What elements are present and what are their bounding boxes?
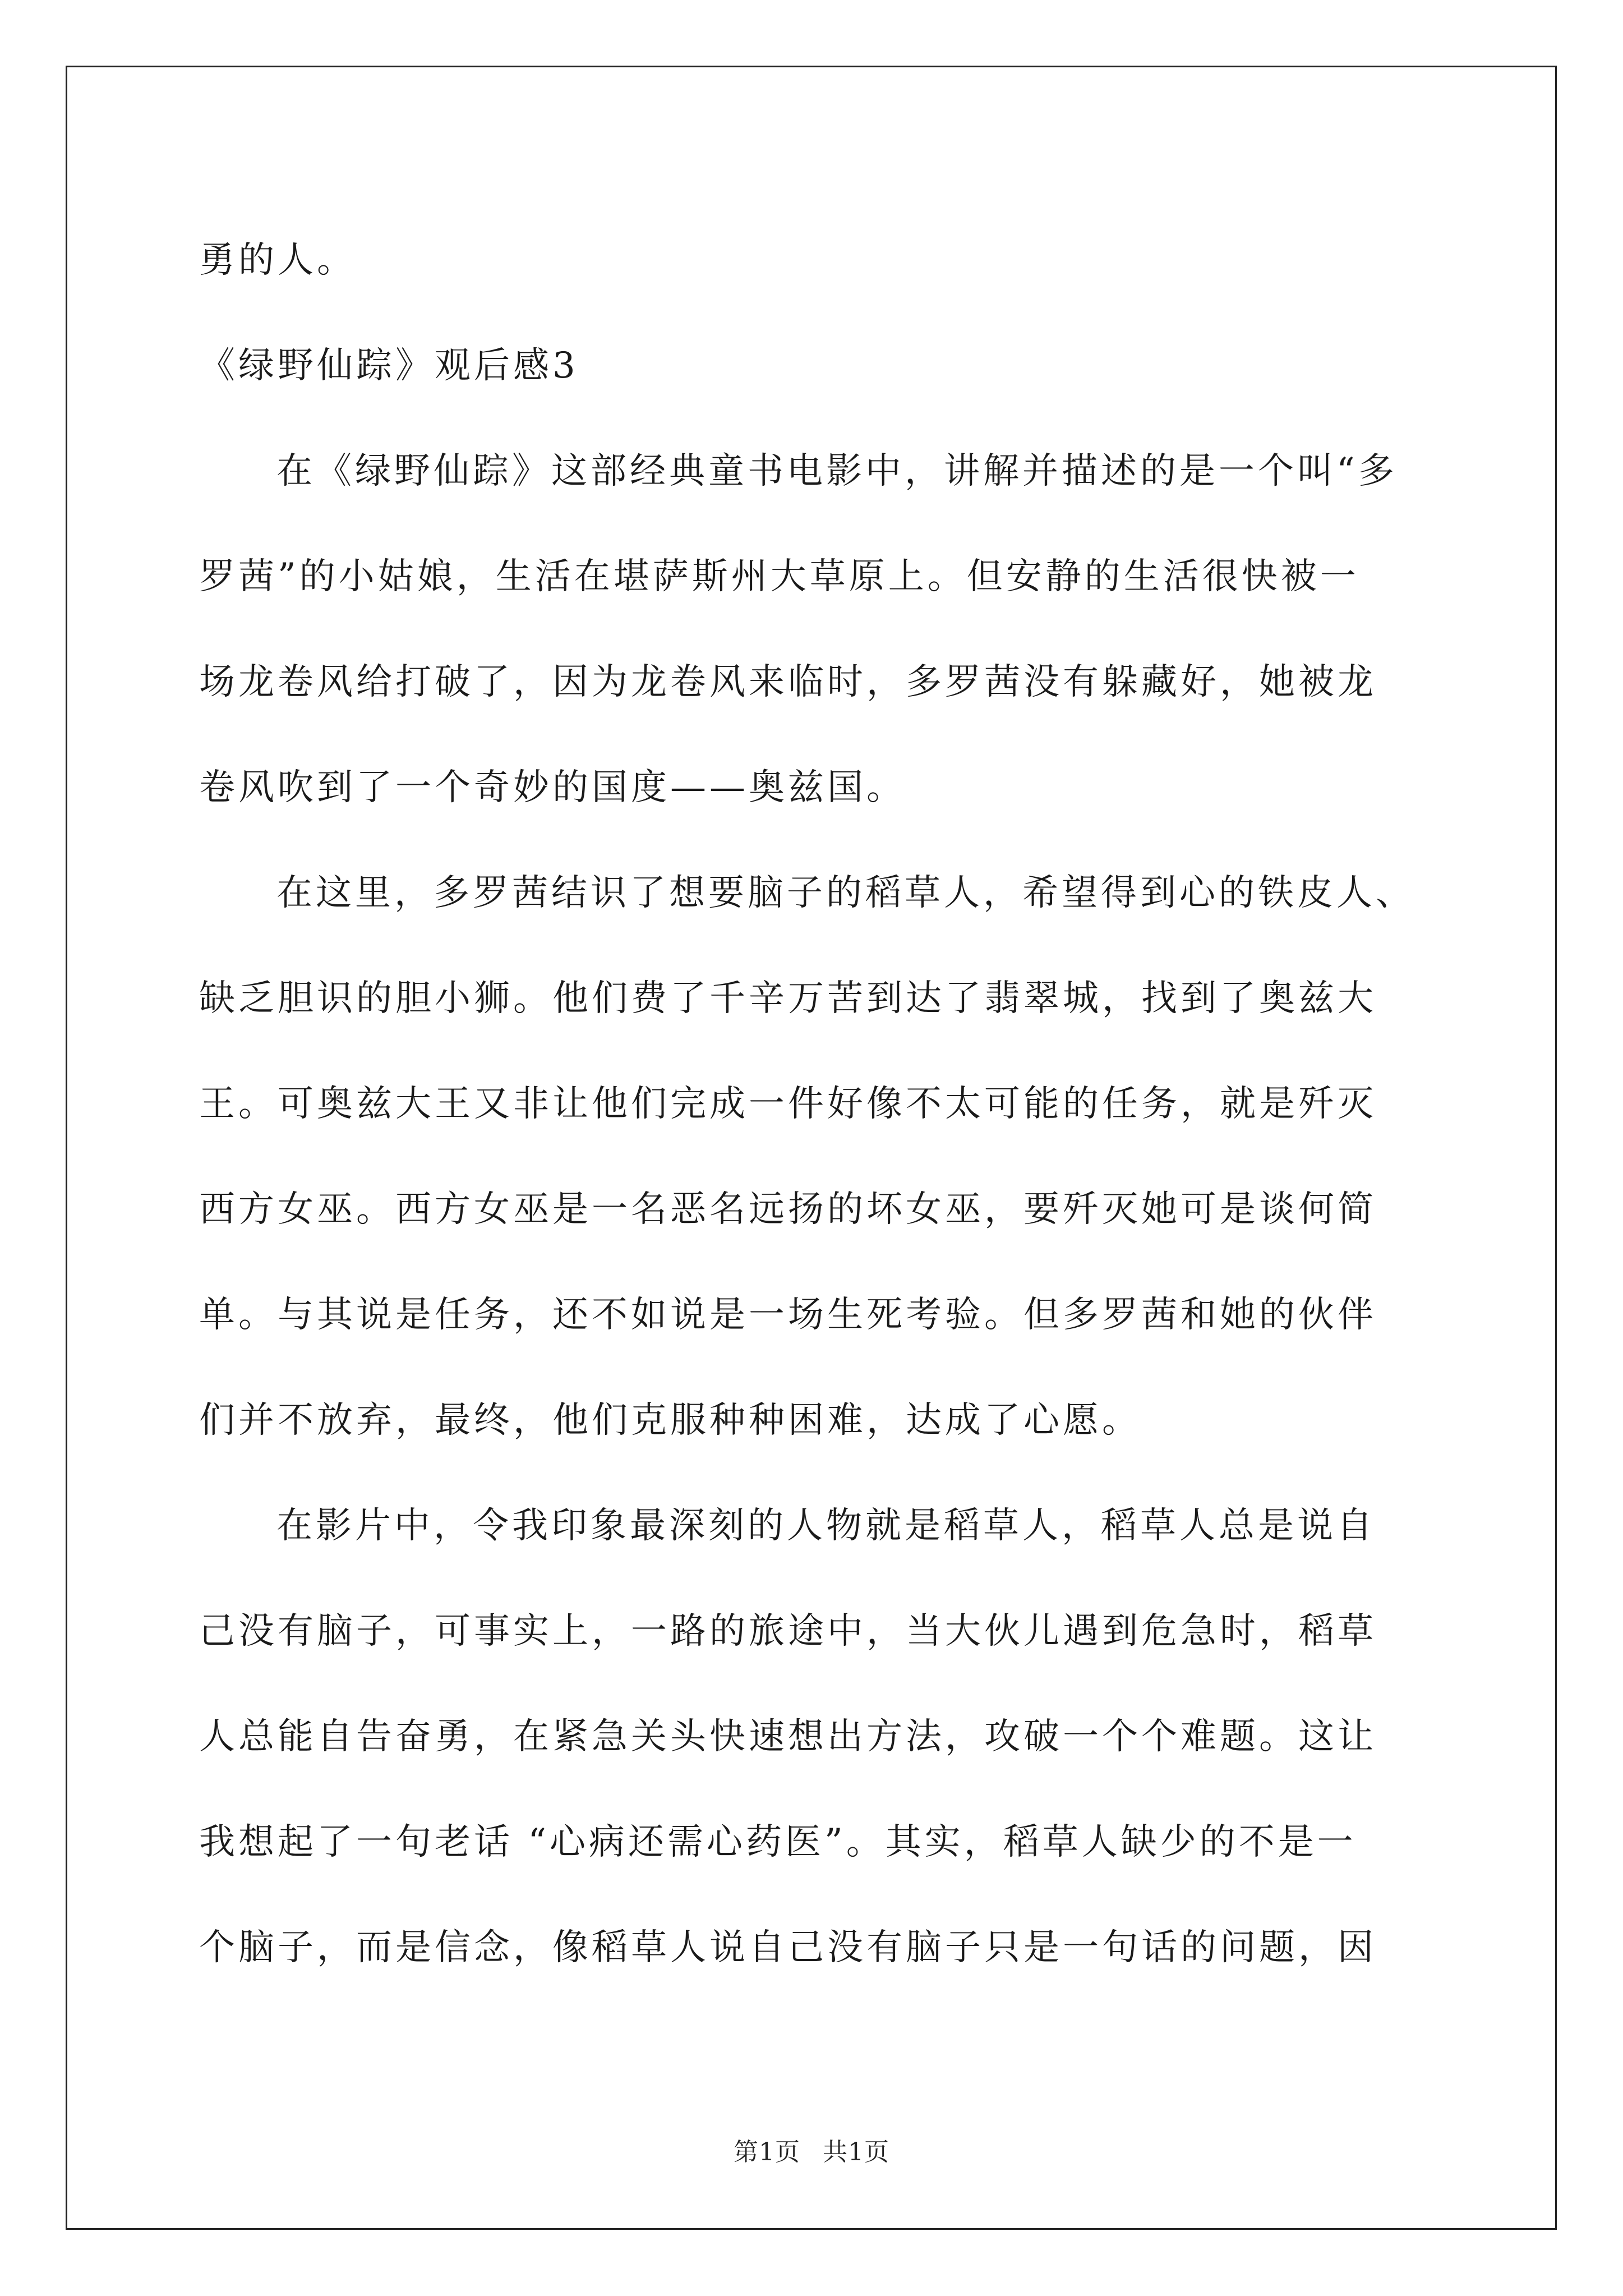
text-line: 单。与其说是任务，还不如说是一场生死考验。但多罗茜和她的伙伴 [199,1294,1377,1336]
text-line: 们并不放弃，最终，他们克服种种困难，达成了心愿。 [199,1400,1141,1441]
text-line: 个脑子，而是信念，像稻草人说自己没有脑子只是一句话的问题，因 [199,1927,1377,1968]
text-line: 王。可奥兹大王又非让他们完成一件好像不太可能的任务，就是歼灭 [199,1083,1377,1125]
text-line: 人总能自告奋勇，在紧急关头快速想出方法，攻破一个个难题。这让 [199,1716,1377,1757]
paragraph-start-line: 在这里，多罗茜结识了想要脑子的稻草人，希望得到心的铁皮人、 [276,872,1415,914]
text-line: 勇的人。 [199,240,356,281]
text-line: 己没有脑子，可事实上，一路的旅途中，当大伙儿遇到危急时，稻草 [199,1611,1377,1652]
page-number: 第1页 [734,2138,800,2166]
text-line: 我想起了一句老话 “心病还需心药医”。其实，稻草人缺少的不是一 [199,1821,1357,1863]
text-line: 西方女巫。西方女巫是一名恶名远扬的坏女巫，要歼灭她可是谈何简 [199,1189,1377,1230]
text-line: 场龙卷风给打破了，因为龙卷风来临时，多罗茜没有躲藏好，她被龙 [199,661,1377,703]
section-heading: 《绿野仙踪》观后感3 [199,345,579,386]
text-line: 罗茜”的小姑娘，生活在堪萨斯州大草原上。但安静的生活很快被一 [199,556,1359,597]
text-line: 卷风吹到了一个奇妙的国度——奥兹国。 [199,767,906,808]
paragraph-start-line: 在《绿野仙踪》这部经典童书电影中，讲解并描述的是一个叫“多 [276,450,1398,492]
paragraph-start-line: 在影片中，令我印象最深刻的人物就是稻草人，稻草人总是说自 [276,1505,1376,1547]
page-footer [0,2132,1623,2168]
page-total: 共1页 [823,2138,889,2166]
document-body [199,208,1441,2000]
text-line: 缺乏胆识的胆小狮。他们费了千辛万苦到达了翡翠城，找到了奥兹大 [199,978,1377,1019]
